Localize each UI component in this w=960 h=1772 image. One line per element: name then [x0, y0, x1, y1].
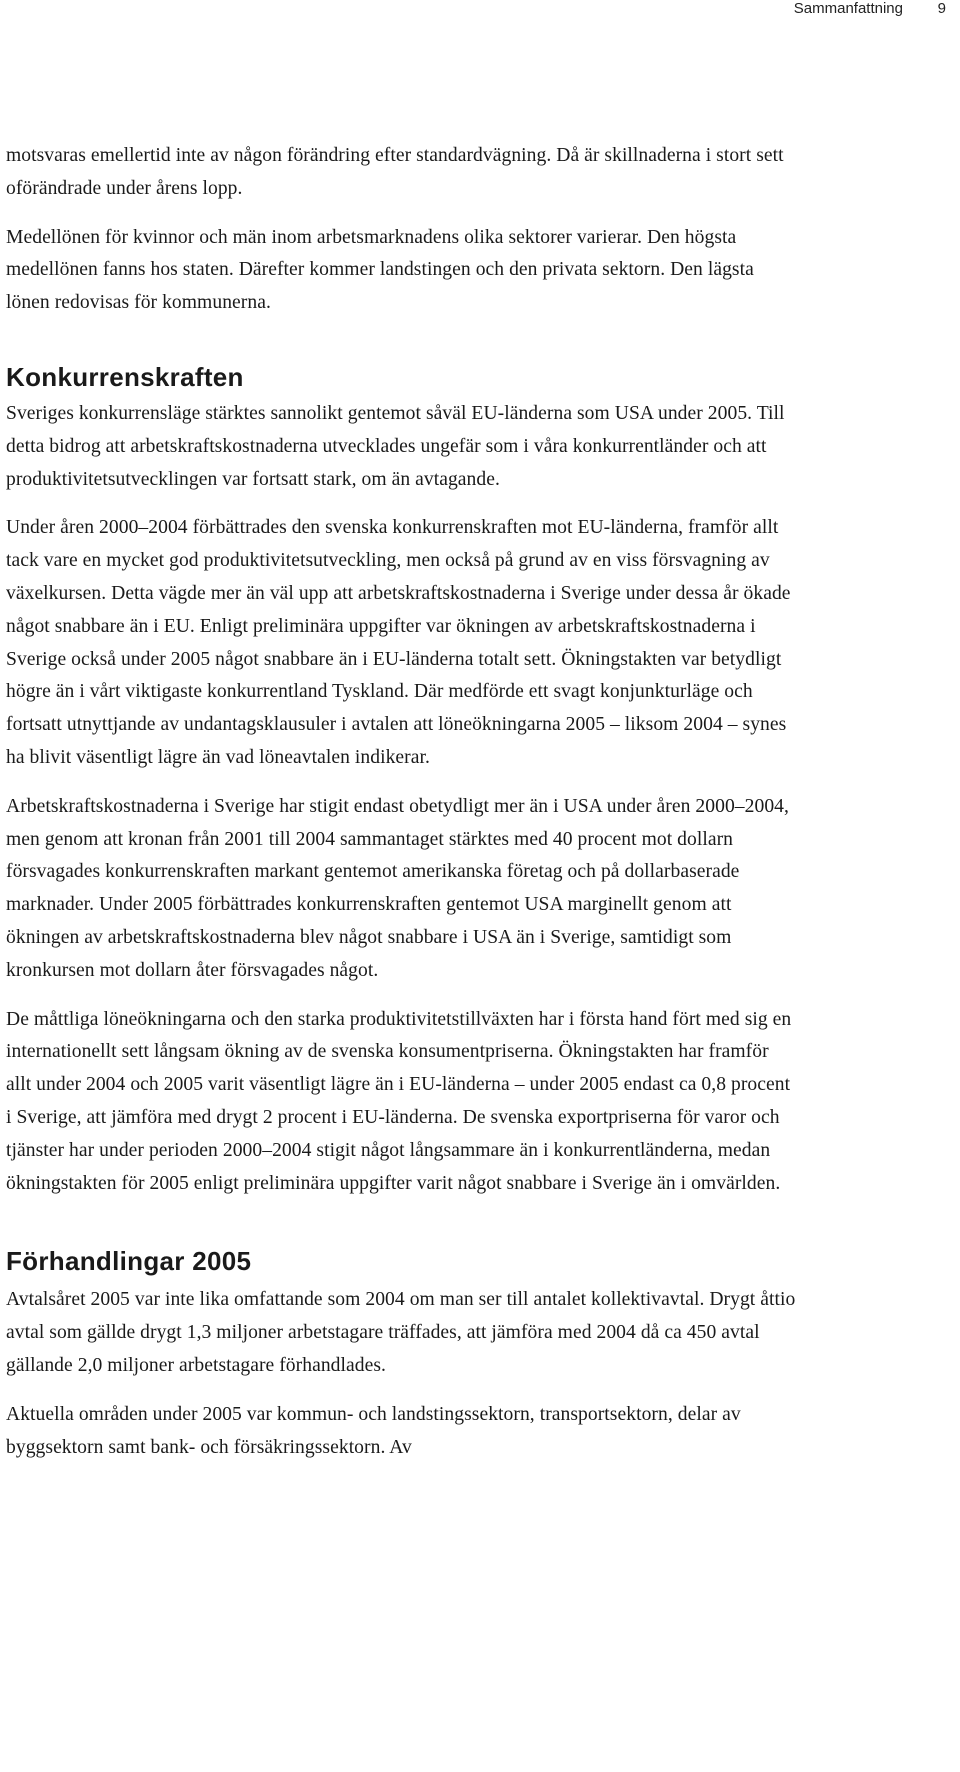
page-header: [0, 0, 960, 30]
paragraph-forhandlingar-1: Avtalsåret 2005 var inte lika omfattande som 2004 om man ser till antalet kollektivavtal. Drygt åttio avtal som gällde drygt 1,3 miljoner arbetstagare träffades, att jämföra med 2004 då ca 450 avtal gällande 2,0 miljoner arbetstagare förhandlades.: [6, 1289, 796, 1376]
section-heading-forhandlingar: Förhandlingar 2005: [6, 1246, 252, 1277]
document-body: [6, 140, 796, 1464]
paragraph-forhandlingar-2: Aktuella områden under 2005 var kommun- och landstingssektorn, transportsektorn, delar av byggsektorn samt bank- och försäkringssektorn. Av: [6, 1403, 741, 1458]
paragraph-intro-2: Medellönen för kvinnor och män inom arbetsmarknadens olika sektorer varierar. Den högsta medellönen fanns hos staten. Därefter kommer landstingen och den privata sektorn. Den lägsta lönen redovisas för kommunerna.: [6, 226, 754, 314]
paragraph-konkurrens-1: Sveriges konkurrensläge stärktes sannolikt gentemot såväl EU-länderna som USA under 2005. Till detta bidrog att arbetskraftskostnaderna utvecklades ungefär som i våra konkurrentländer och att produktivitetsutvecklingen var fortsatt stark, om än avtagande.: [6, 402, 785, 490]
section-heading-konkurrenskraften: Konkurrenskraften: [6, 361, 244, 392]
paragraph-konkurrens-2: Under åren 2000–2004 förbättrades den svenska konkurrenskraften mot EU-länderna, framför allt tack vare en mycket god produktivitetsutveckling, men också på grund av en viss försvagning av växelkursen. Detta vägde mer än väl upp att arbetskraftskostnaderna i Sverige under dessa år ökade något snabbare än i EU. Enligt preliminära uppgifter var ökningen av arbetskraftskostnaderna i Sverige också under 2005 något snabbare än i EU-länderna totalt sett. Ökningstakten var betydligt högre än i vårt viktigaste konkurrentland Tyskland. Där medförde ett svagt konjunkturläge och fortsatt utnyttjande av undantagsklausuler i avtalen att löneökningarna 2005 – liksom 2004 – synes ha blivit väsentligt lägre än vad löneavtalen indikerar.: [6, 517, 791, 768]
paragraph-intro-1: motsvaras emellertid inte av någon förändring efter standardvägning. Då är skillnaderna i stort sett oförändrade under årens lopp.: [6, 145, 784, 199]
running-title: Sammanfattning: [793, 0, 903, 17]
paragraph-konkurrens-3: Arbetskraftskostnaderna i Sverige har stigit endast obetydligt mer än i USA under åren 2000–2004, men genom att kronan från 2001 till 2004 sammantaget stärktes med 40 procent mot dollarn försvagades konkurrenskraften markant gentemot amerikanska företag och på dollarbaserade marknader. Under 2005 förbättrades konkurrenskraften gentemot USA marginellt genom att ökningen av arbetskraftskostnaderna blev något snabbare i USA än i Sverige, samtidigt som kronkursen mot dollarn åter försvagades något.: [6, 795, 789, 981]
paragraph-konkurrens-4: De måttliga löneökningarna och den starka produktivitetstillväxten har i första hand fört med sig en internationellt sett långsam ökning av de svenska konsumentpriserna. Ökningstakten har framför allt under 2004 och 2005 varit väsentligt lägre än i EU-länderna – under 2005 endast ca 0,8 procent i Sverige, att jämföra med drygt 2 procent i EU-länderna. De svenska exportpriserna för varor och tjänster har under perioden 2000–2004 stigit något långsammare än i konkurrentländerna, medan ökningstakten för 2005 enligt preliminära uppgifter varit något snabbare i Sverige än i omvärlden.: [6, 1008, 792, 1194]
page-number: 9: [937, 0, 946, 17]
